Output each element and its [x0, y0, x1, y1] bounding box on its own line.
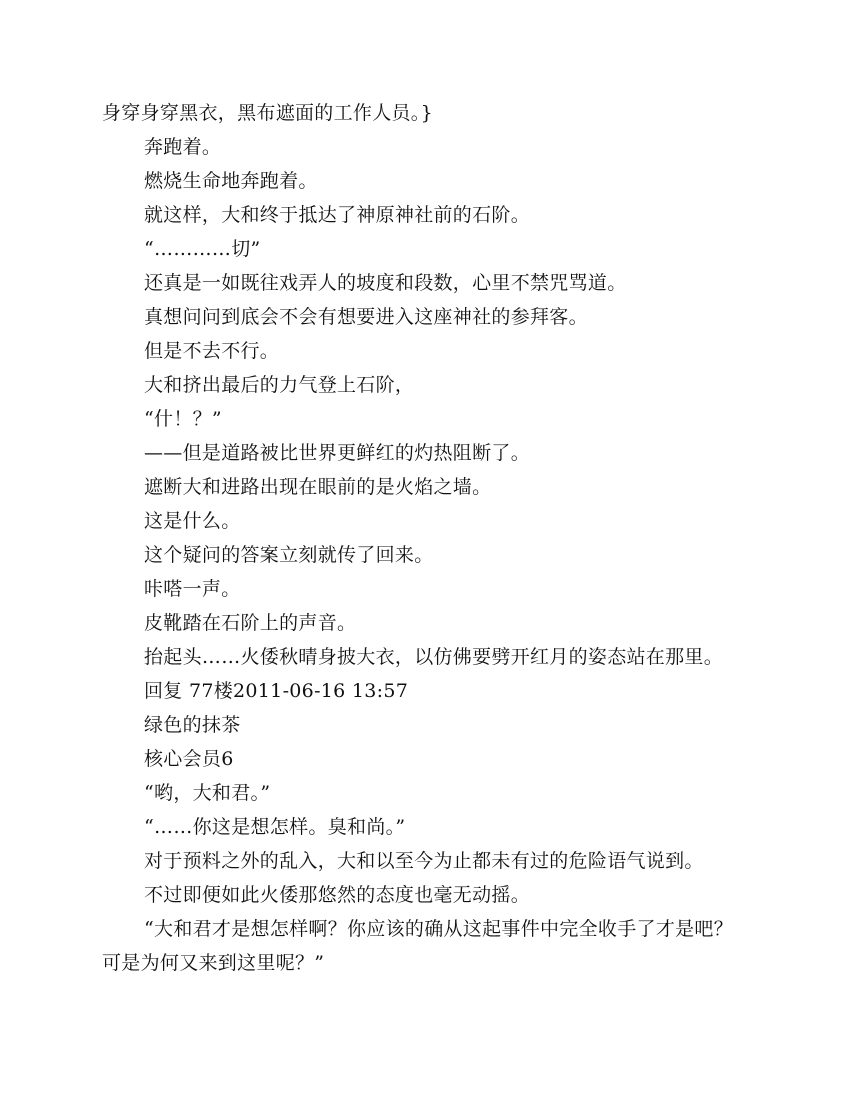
- paragraph: 不过即便如此火倭那悠然的态度也毫无动摇。: [144, 884, 531, 906]
- paragraph: 对于预料之外的乱入，大和以至今为止都未有过的危险语气说到。: [144, 850, 704, 872]
- paragraph: “哟，大和君。”: [144, 782, 271, 804]
- paragraph: “…………切”: [144, 238, 261, 260]
- paragraph: 燃烧生命地奔跑着。: [144, 170, 318, 192]
- post-author-name: 绿色的抹茶: [144, 714, 241, 736]
- post-meta-line: 回复 77楼2011-06-16 13:57: [144, 680, 409, 702]
- paragraph: 抬起头……火倭秋晴身披大衣，以仿佛要劈开红月的姿态站在那里。: [144, 646, 724, 668]
- paragraph: 遮断大和进路出现在眼前的是火焰之墙。: [144, 476, 492, 498]
- paragraph: 皮靴踏在石阶上的声音。: [144, 612, 357, 634]
- document-page: [102, 96, 742, 980]
- paragraph: 这个疑问的答案立刻就传了回来。: [144, 544, 434, 566]
- paragraph: 奔跑着。: [144, 136, 222, 158]
- paragraph: 这是什么。: [144, 510, 241, 532]
- paragraph: 大和挤出最后的力气登上石阶，: [144, 374, 415, 396]
- paragraph: ——但是道路被比世界更鲜红的灼热阻断了。: [144, 442, 531, 464]
- paragraph: 就这样，大和终于抵达了神原神社前的石阶。: [144, 204, 531, 226]
- paragraph: “……你这是想怎样。臭和尚。”: [144, 816, 406, 838]
- paragraph: 身穿身穿黑衣，黑布遮面的工作人员。}: [102, 102, 433, 124]
- paragraph: 咔嗒一声。: [144, 578, 241, 600]
- paragraph: “什！？”: [144, 408, 222, 430]
- paragraph: 但是不去不行。: [144, 340, 280, 362]
- paragraph: 还真是一如既往戏弄人的坡度和段数，心里不禁咒骂道。: [144, 272, 627, 294]
- paragraph: “大和君才是想怎样啊？你应该的确从这起事件中完全收手了才是吧？可是为何又来到这里呢？”: [102, 918, 734, 974]
- post-author-rank: 核心会员6: [144, 748, 234, 770]
- paragraph: 真想问问到底会不会有想要进入这座神社的参拜客。: [144, 306, 588, 328]
